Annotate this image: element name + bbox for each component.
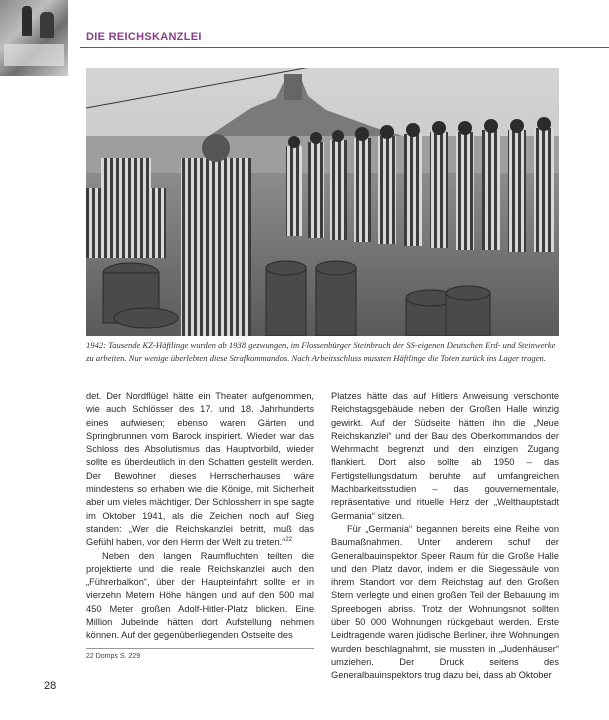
footnote: 22 Domps S. 229 bbox=[86, 653, 141, 660]
footnote-reference[interactable]: 22 bbox=[285, 537, 292, 544]
chapter-title: DIE REICHSKANZLEI bbox=[86, 31, 202, 43]
historical-photo-prisoners-quarry bbox=[86, 68, 559, 336]
left-paragraph-2: Neben den langen Raumfluchten teilten die projektierte und die reale Reichskanzlei auch den „Führerbalkon“, über der Haupteinfahrt sollte er in vierzehn Metern Höhe hängen und auf den 500 mal 450 Meter großen Adolf-Hitler-Platz blicken. Eine Million Jubelnde hätten dort Aufstellung nehmen können. Auf der gegenüberliegenden Ostseite des bbox=[86, 550, 314, 641]
left-text-column bbox=[86, 390, 314, 643]
chapter-title-rule bbox=[80, 47, 609, 48]
footnote-rule bbox=[86, 648, 314, 649]
page-number: 28 bbox=[44, 680, 57, 692]
right-paragraph-2: Für „Germania“ begannen bereits eine Reihe von Baumaßnahmen. Unter anderem schuf der Generalbauinspektor Speer Raum für die Große Halle und den Platz davor, indem er die Siegessäule von ihrem Standort vor dem Reichstag auf den Großen Stern verlegte und einen großen Teil der Bebauung im Spreebogen abriss. Trotz der Wohnungsnot sollten über 50 000 Wohnungen rückgebaut werden. Erste Leidtragende waren jüdische Berliner, ihre Wohnungen wurden beschlagnahmt, sie mussten in „Judenhäuser“ umziehen. Der Druck seitens des Generalbauinspektors trug dazu bei, dass ab Oktober bbox=[331, 523, 559, 681]
right-paragraph-1: Platzes hätte das auf Hitlers Anweisung verschonte Reichstagsgebäude neben der Großen Halle winzig gewirkt. Auf der Südseite hätten ihn die „Neue Reichskanzlei“ und der Bau des Oberkommandos der Wehrmacht begrenzt und den einzigen Zugang flankiert. Dort also sollte ab 1950 – das Fertigstellungsdatum beruhte auf umfangreichen Machbarkeitsstudien – das gouvernementale, repräsentative und rituelle Herz der „Welthauptstadt Germania“ sitzen. bbox=[331, 391, 559, 521]
right-text-column bbox=[331, 390, 559, 683]
photo-caption: 1942: Tausende KZ-Häftlinge wurden ab 1938 gezwungen, im Flossenbürger Steinbruch der SS-eigenen Deutschen Erd- und Steinwerke zu arbeiten. Nur wenige überlebten diese Strafkommandos. Nach Arbeitsschluss mussten Häftlinge die Toten zurück ins Lager tragen. bbox=[86, 340, 556, 363]
corner-thumbnail-photo bbox=[0, 0, 68, 76]
left-paragraph-1: det. Der Nordflügel hätte ein Theater aufgenommen, wie auch Schlösser des 17. und 18. Jahrhunderts eines aufwiesen; ebenso waren Gärten und Springbrunnen vom Barock inspiriert. Wieder war das Schloss des Absolutismus das Hauptvorbild, wieder sollte es überdeutlich in den Schatten gestellt werden. Der Bewohner dieses Herrscherhauses wäre mindestens so erhaben wie die Könige, mit Sicherheit aber um vieles mächtiger. Der Schlossherr in spe sagte im Oktober 1941, als die Zeichen noch auf Sieg standen: „Wer die Reichskanzlei betritt, muß das Gefühl haben, vor den Herrn der Welt zu treten.“$^{22}$ bbox=[86, 391, 314, 548]
